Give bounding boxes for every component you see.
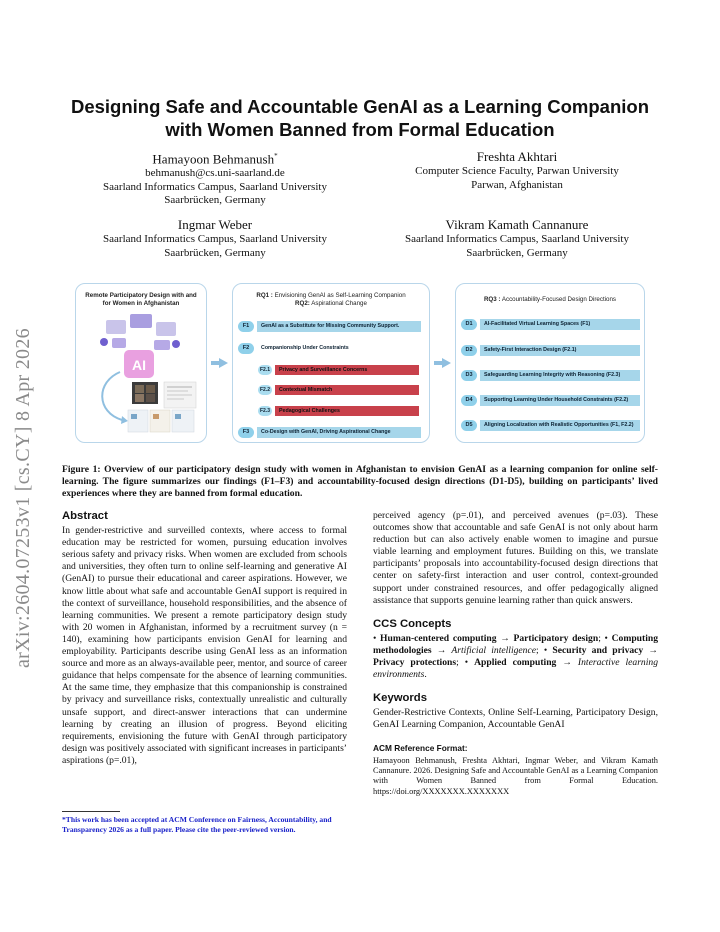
- author-location: Saarbrücken, Germany: [466, 246, 568, 259]
- finding-badge: F3: [238, 427, 254, 438]
- author-block: [362, 148, 672, 192]
- subfinding-badge: F2.3: [259, 408, 270, 414]
- finding-badge: F2: [238, 343, 254, 354]
- footnote-rule: [62, 811, 120, 812]
- author-email: behmanush@cs.uni-saarland.de: [145, 167, 285, 180]
- ai-label: AI: [132, 357, 146, 373]
- direction-bar: Supporting Learning Under Household Constraints (F2.2): [480, 395, 640, 406]
- arrow-2: [434, 361, 442, 365]
- author-affiliation: Computer Science Faculty, Parwan University: [415, 165, 619, 177]
- author-block: [362, 216, 672, 260]
- finding-label: Companionship Under Constraints: [261, 345, 349, 351]
- abstract-text-part2: perceived agency (p=.01), and perceived avenues (p=.03). These outcomes show that accountable and safe GenAI is not only about harm reduction but can also actively enable women to imagine and pursue viable learning and employment futures. Building on this, we translate participants’ proposals into accountability-focused design directions that center on safety-first interaction and user control, context-grounded support under constrained resources, and offer pedagogically aligned assistance that supports genuine learning rather than quick answers.: [373, 510, 658, 606]
- left-column: [62, 510, 347, 767]
- keywords-text: Gender-Restrictive Contexts, Online Self-Learning, Participatory Design, GenAI Learning Companion, Accountable GenAI: [373, 707, 658, 731]
- subfinding-bar: Pedagogical Challenges: [275, 406, 419, 416]
- direction-bar: AI-Facilitated Virtual Learning Spaces (F1): [480, 319, 640, 330]
- author-affiliation: Saarland Informatics Campus, Saarland University: [103, 233, 327, 245]
- rq1-title: RQ1 : Envisioning GenAI as Self-Learning Companion: [256, 292, 406, 299]
- abstract-heading: Abstract: [62, 510, 108, 522]
- direction-bar: Safety-First Interaction Design (F2.1): [480, 345, 640, 356]
- subfinding-bar: Privacy and Surveillance Concerns: [275, 365, 419, 375]
- finding-bar: Co-Design with GenAI, Driving Aspirational Change: [257, 427, 421, 438]
- right-panel: [455, 283, 645, 443]
- subfinding-bar: Contextual Mismatch: [275, 385, 419, 395]
- author-name: Freshta Akhtari: [476, 149, 558, 164]
- author-affiliation: Saarland Informatics Campus, Saarland University: [405, 233, 629, 245]
- author-affiliation: Saarland Informatics Campus, Saarland University: [103, 180, 327, 193]
- finding-bar: GenAI as a Substitute for Missing Community Support.: [257, 321, 421, 332]
- rq2-title: RQ2: Aspirational Change: [295, 300, 367, 307]
- arrow-1-head: [219, 358, 228, 368]
- subfinding-badge: F2.1: [259, 367, 270, 373]
- paper-title: Designing Safe and Accountable GenAI as a Learning Companion with Women Banned from Formal Education: [70, 96, 650, 140]
- subfinding-badge: F2.2: [259, 387, 270, 393]
- acm-reference-heading: ACM Reference Format:: [373, 742, 468, 753]
- direction-badge: D4: [461, 395, 477, 406]
- abstract-text-part1: In gender-restrictive and surveilled contexts, where access to formal education may be restricted for women, pursuing education involves serious safety and privacy risks. When women are excluded from schools and universities, they often turn to online self-learning and generative AI (GenAI) to pursue their educational and career aspirations. However, we know little about what safe and accountable GenAI support is required in the context of surveillance, household responsibilities, and the absence of learning communities. We present a remote participatory design study with 20 women in Afghanistan, informed by a recruitment survey (n = 140), examining how participants envision GenAI for learning and employability. Participants describe using GenAI less as an information source and more as an always-available peer, mentor, and source of career guidance that helps compensate for the absence of learning communities. At the same time, they emphasize that this companionship is constrained by privacy and surveillance risks, contextually unrealistic and culturally unsafe support, and direct-answer interactions that can undermine learning by creating an illusion of progress. Beyond eliciting requirements, envisioning the future with GenAI through participatory design was positively associated with significant increases in participants’ aspirations (p=.01),: [62, 525, 347, 766]
- arrow-1: [211, 361, 219, 365]
- author-name: Ingmar Weber: [177, 217, 253, 232]
- overview-figure: [75, 283, 645, 443]
- right-column: [373, 510, 658, 797]
- acm-reference-text: Hamayoon Behmanush, Freshta Akhtari, Ingmar Weber, and Vikram Kamath Cannanure. 2026. Designing Safe and Accountable GenAI as a Learning Companion with Women Banned from Formal Education. https://doi.org/XXXXXXX.XXXXXXX: [373, 755, 658, 796]
- finding-badge: F1: [238, 321, 254, 332]
- author-name: Hamayoon Behmanush*: [152, 151, 278, 167]
- direction-bar: Aligning Localization with Realistic Opportunities (F1, F2.2): [480, 420, 640, 431]
- author-location: Saarbrücken, Germany: [164, 246, 266, 259]
- participatory-design-illustration: [82, 312, 200, 440]
- middle-panel: [232, 283, 430, 443]
- rq3-title: RQ3 : Accountability-Focused Design Directions: [483, 296, 617, 303]
- ccs-concepts: • Human-centered computing → Participatory design; • Computing methodologies → Artificial intelligence; • Security and privacy → Privacy protections; • Applied computing → Interactive learning environments.: [373, 632, 658, 681]
- author-name: Vikram Kamath Cannanure: [445, 217, 589, 232]
- author-location: Saarbrücken, Germany: [164, 194, 266, 207]
- direction-badge: D1: [461, 319, 477, 330]
- direction-bar: Safeguarding Learning Integrity with Reasoning (F2.3): [480, 370, 640, 381]
- author-block: [60, 148, 370, 208]
- author-location: Parwan, Afghanistan: [471, 178, 563, 191]
- direction-badge: D5: [461, 420, 477, 431]
- keywords-heading: Keywords: [373, 692, 427, 705]
- direction-badge: D3: [461, 370, 477, 381]
- ccs-heading: CCS Concepts: [373, 617, 452, 630]
- direction-badge: D2: [461, 345, 477, 356]
- arrow-2-head: [442, 358, 451, 368]
- author-block: [60, 216, 370, 260]
- footnote: *This work has been accepted at ACM Conference on Fairness, Accountability, and Transparency 2026 as a full paper. Please cite the peer-reviewed version.: [62, 815, 332, 834]
- left-panel: [75, 283, 207, 443]
- left-panel-title: Remote Participatory Design with and for Women in Afghanistan: [85, 292, 197, 307]
- arxiv-stamp: arXiv:2604.07253v1 [cs.CY] 8 Apr 2026: [12, 328, 34, 668]
- figure-caption: Figure 1: Overview of our participatory design study with women in Afghanistan to envision GenAI as a learning companion for online self-learning. The figure summarizes our findings (F1–F3) and accountability-focused design directions (D1-D5), building on participants’ lived experiences where they are banned from formal education.: [62, 464, 658, 499]
